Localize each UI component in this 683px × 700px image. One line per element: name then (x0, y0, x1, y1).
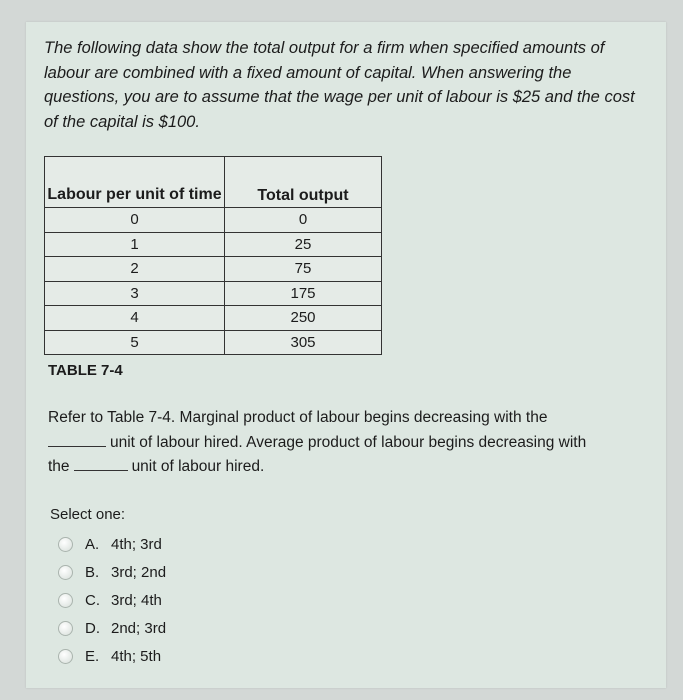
output-cell: 25 (225, 232, 382, 257)
question-card (26, 22, 666, 688)
question-line-2-text: unit of labour hired. Average product of labour begins decreasing with (110, 433, 587, 451)
answer-blank-2 (74, 456, 128, 471)
option-text: 3rd; 2nd (111, 563, 167, 581)
radio-button[interactable] (58, 593, 73, 608)
option-text: 4th; 5th (111, 647, 162, 665)
option-letter: A. (85, 535, 100, 553)
table-row (45, 281, 382, 306)
option-letter: C. (85, 591, 100, 609)
radio-button[interactable] (58, 537, 73, 552)
option-text: 3rd; 4th (111, 591, 162, 609)
question-line-3-prefix: the (48, 458, 70, 475)
question-line-3-suffix: unit of labour hired. (131, 458, 265, 475)
labour-cell: 4 (45, 306, 225, 331)
select-one-label: Select one: (50, 506, 126, 523)
answer-blank-1 (48, 432, 106, 447)
intro-text: The following data show the total output for a firm when specified amounts of labour are combined with a fixed amount of capital. When answering the questions, you are to assume that the wage per unit of labour is $25 and the cost of the capital is $100. (44, 39, 635, 131)
output-cell: 250 (225, 306, 382, 331)
option-e[interactable] (58, 642, 166, 670)
option-letter: D. (85, 619, 100, 637)
option-b[interactable] (58, 558, 166, 586)
radio-button[interactable] (58, 621, 73, 636)
labour-cell: 5 (45, 330, 225, 355)
labour-cell: 2 (45, 257, 225, 282)
table-row (45, 257, 382, 282)
header-total-output: Total output (225, 157, 382, 208)
option-a[interactable] (58, 530, 166, 558)
option-c[interactable] (58, 586, 166, 614)
table-row (45, 330, 382, 355)
labour-cell: 3 (45, 281, 225, 306)
table-caption: TABLE 7-4 (48, 362, 123, 379)
option-letter: B. (85, 563, 100, 581)
radio-button[interactable] (58, 649, 73, 664)
output-cell: 0 (225, 208, 382, 233)
table-row (45, 208, 382, 233)
labour-cell: 1 (45, 232, 225, 257)
option-text: 2nd; 3rd (111, 619, 167, 637)
question-line-1: Refer to Table 7-4. Marginal product of labour begins decreasing with the (48, 409, 548, 426)
option-d[interactable] (58, 614, 166, 642)
data-table (44, 156, 382, 355)
table-row (45, 306, 382, 331)
labour-cell: 0 (45, 208, 225, 233)
question-text (48, 406, 648, 480)
header-labour: Labour per unit of time (45, 157, 225, 208)
option-letter: E. (85, 647, 100, 665)
answer-options (58, 530, 166, 670)
output-cell: 305 (225, 330, 382, 355)
output-cell: 175 (225, 281, 382, 306)
option-text: 4th; 3rd (111, 535, 162, 553)
output-cell: 75 (225, 257, 382, 282)
radio-button[interactable] (58, 565, 73, 580)
question-line-2 (48, 431, 648, 456)
table-row (45, 232, 382, 257)
question-line-3 (48, 455, 648, 480)
